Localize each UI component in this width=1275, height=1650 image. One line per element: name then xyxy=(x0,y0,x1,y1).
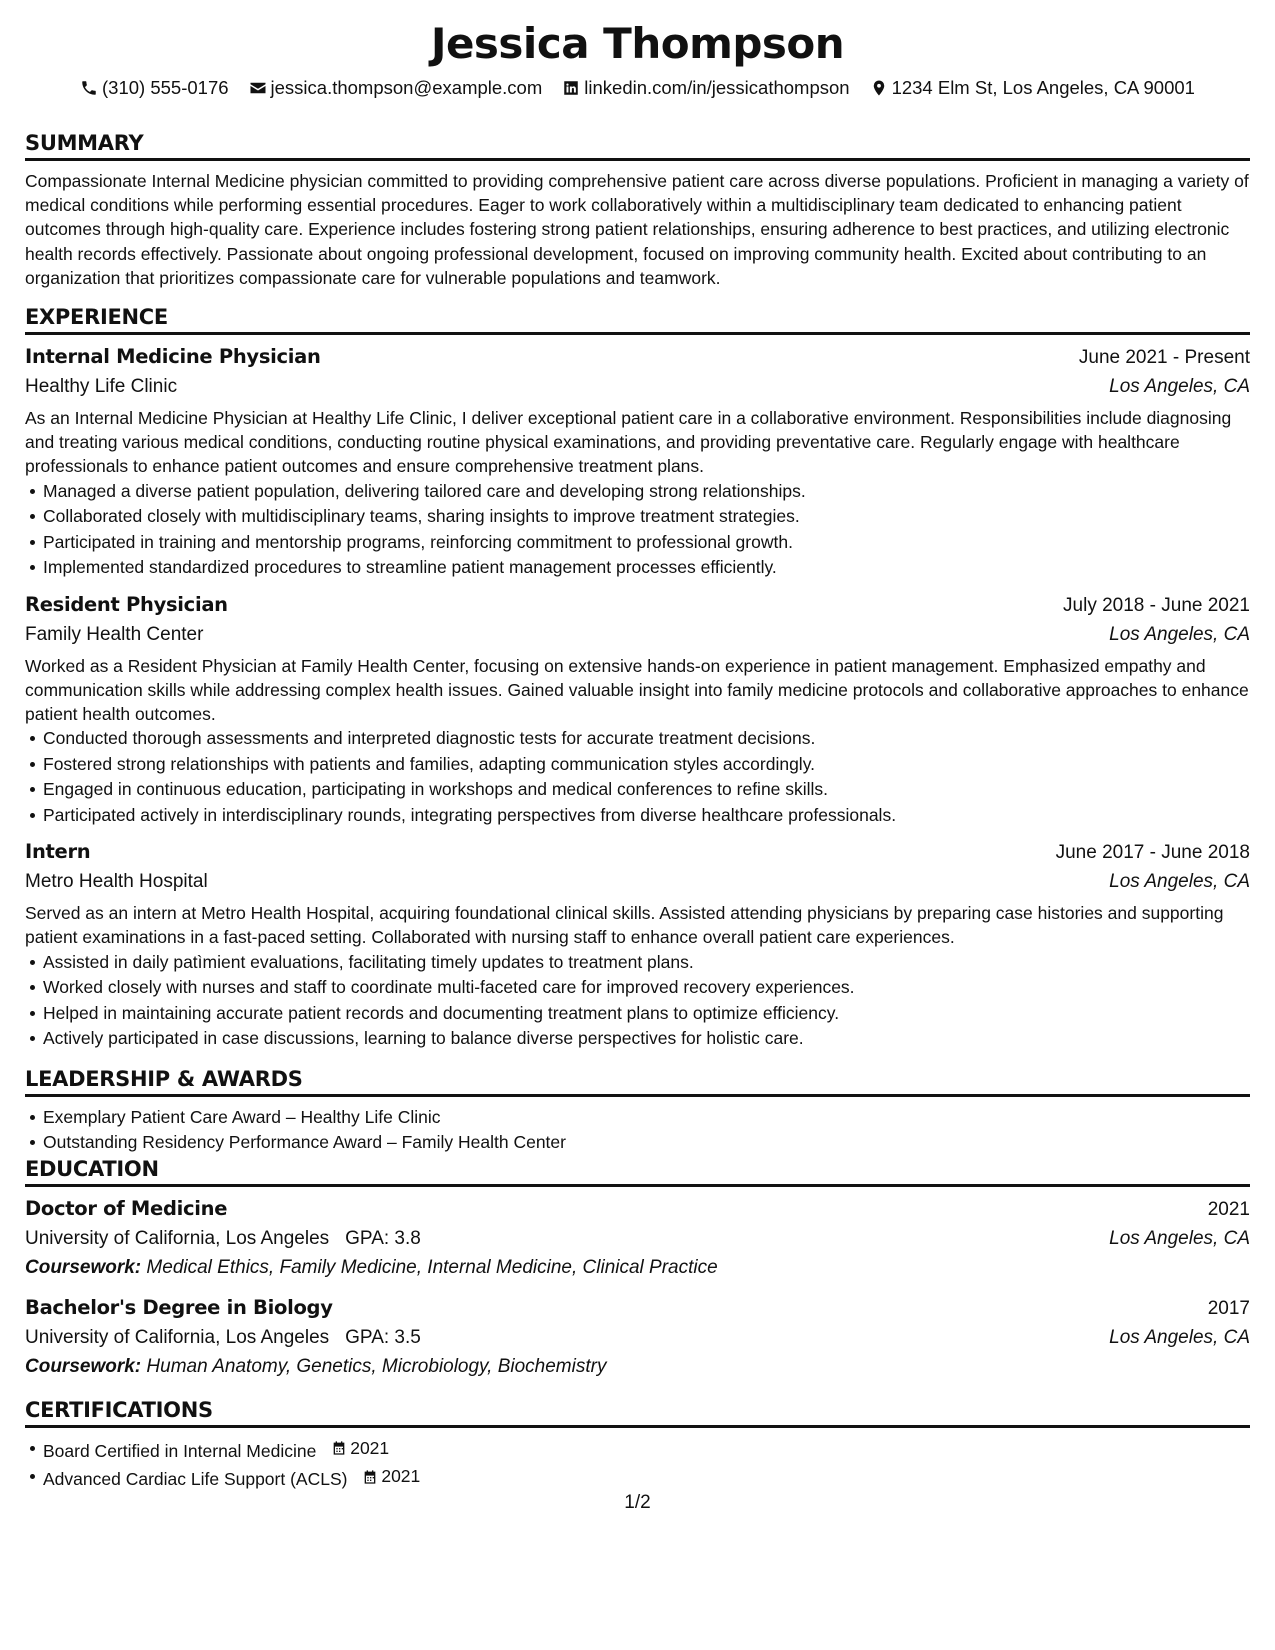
school-name: University of California, Los Angeles xyxy=(25,1227,330,1249)
school-name: University of California, Los Angeles xyxy=(25,1326,330,1348)
job-bullets xyxy=(25,479,1250,581)
calendar-icon xyxy=(331,1440,347,1456)
leadership-heading: LEADERSHIP & AWARDS xyxy=(25,1066,1250,1097)
job-title: Internal Medicine Physician xyxy=(25,345,321,369)
job-description: As an Internal Medicine Physician at Healthy Life Clinic, I deliver exceptional patient care in a collaborative environment. Responsibilities include diagnosing and treating various medical conditions, conducting routine physical examinations, and providing preventative care. Regularly engage with healthcare professionals to enhance patient outcomes and ensure comprehensive treatment plans. xyxy=(25,408,1232,477)
list-item: Helped in maintaining accurate patient records and documenting treatment plans to optimize efficiency. xyxy=(43,1001,1250,1027)
school-location: Los Angeles, CA xyxy=(1109,1227,1250,1249)
list-item: Conducted thorough assessments and interpreted diagnostic tests for accurate treatment decisions. xyxy=(43,726,1250,752)
experience-heading: EXPERIENCE xyxy=(25,304,1250,335)
list-item: Collaborated closely with multidisciplinary teams, sharing insights to improve treatment strategies. xyxy=(43,504,1250,530)
job-date: June 2021 - Present xyxy=(1078,347,1250,369)
job-entry xyxy=(25,591,1250,829)
degree-title: Bachelor's Degree in Biology xyxy=(25,1295,333,1319)
job-entry xyxy=(25,343,1250,581)
degree-year: 2017 xyxy=(1207,1297,1250,1319)
page-number: 1/2 xyxy=(624,1492,651,1513)
certification-name: Board Certified in Internal Medicine xyxy=(43,1440,317,1461)
list-item: Managed a diverse patient population, delivering tailored care and developing strong relationships. xyxy=(43,479,1250,505)
summary-heading: SUMMARY xyxy=(25,130,1250,161)
awards-list xyxy=(25,1105,1250,1156)
list-item: Worked closely with nurses and staff to coordinate multi-faceted care for improved recovery experiences. xyxy=(43,975,1250,1001)
list-item xyxy=(43,1436,1250,1464)
certification-date xyxy=(362,1464,420,1490)
job-title: Resident Physician xyxy=(25,592,228,616)
degree-title: Doctor of Medicine xyxy=(25,1196,228,1220)
job-description: Worked as a Resident Physician at Family Health Center, focusing on extensive hands-on experience in patient management. Emphasized empathy and communication skills while addressing complex health issues. Gained valuable insight into family medicine protocols and collaborative approaches to enhance patient health outcomes. xyxy=(25,655,1249,725)
list-item: Exemplary Patient Care Award – Healthy Life Clinic xyxy=(43,1105,1250,1131)
job-entry xyxy=(25,838,1250,1051)
job-description: Served as an intern at Metro Health Hospital, acquiring foundational clinical skills. Assisted attending physicians by preparing case histories and supporting patient examinations in a fast-paced setting. Collaborated with nursing staff to enhance overall patient care experiences. xyxy=(25,903,1224,948)
email-link[interactable]: jessica.thompson@example.com xyxy=(270,77,543,98)
education-heading: EDUCATION xyxy=(25,1156,1250,1187)
list-item: Participated in training and mentorship programs, reinforcing commitment to professional growth. xyxy=(43,530,1250,556)
map-marker-icon xyxy=(870,79,888,97)
list-item: Outstanding Residency Performance Award – Family Health Center xyxy=(43,1130,1250,1156)
job-company: Family Health Center xyxy=(25,623,204,645)
job-bullets xyxy=(25,726,1250,828)
list-item xyxy=(43,1464,1250,1492)
summary-text: Compassionate Internal Medicine physician committed to providing comprehensive patient care across diverse populations. Proficient in managing a variety of medical conditions while performing essential procedures. Eager to work collaboratively within a multidisciplinary team dedicated to enhancing patient outcomes through high-quality care. Experience includes fostering strong patient relationships, ensuring adherence to best practices, and utilizing electronic health records effectively. Passionate about ongoing professional development, focused on improving community health. Excited about contributing to an organization that prioritizes compassionate care for vulnerable populations and teamwork. xyxy=(25,171,1249,288)
job-location: Los Angeles, CA xyxy=(1109,623,1250,645)
coursework-label: Coursework: xyxy=(25,1256,142,1278)
address-text: 1234 Elm St, Los Angeles, CA 90001 xyxy=(891,77,1195,98)
list-item: Participated actively in interdisciplinary rounds, integrating perspectives from diverse healthcare professionals. xyxy=(43,803,1250,829)
list-item: Actively participated in case discussions, learning to balance diverse perspectives for holistic care. xyxy=(43,1026,1250,1052)
calendar-icon xyxy=(362,1469,378,1485)
envelope-icon xyxy=(249,79,267,97)
education-entry xyxy=(25,1195,1250,1282)
contact-bar xyxy=(25,76,1250,100)
school-line xyxy=(25,1323,421,1353)
gpa: GPA: 3.5 xyxy=(345,1326,421,1348)
job-title: Intern xyxy=(25,840,91,864)
certifications-heading: CERTIFICATIONS xyxy=(25,1397,1250,1428)
candidate-name: Jessica Thompson xyxy=(430,19,845,68)
phone-text: (310) 555-0176 xyxy=(102,77,229,98)
school-line xyxy=(25,1224,421,1254)
coursework-list: Human Anatomy, Genetics, Microbiology, Biochemistry xyxy=(146,1355,607,1377)
coursework xyxy=(25,1254,1250,1282)
certification-year: 2021 xyxy=(350,1437,390,1458)
certification-date xyxy=(331,1436,389,1462)
education-entry xyxy=(25,1294,1250,1381)
job-bullets xyxy=(25,950,1250,1052)
job-date: June 2017 - June 2018 xyxy=(1055,842,1250,864)
job-company: Healthy Life Clinic xyxy=(25,376,178,398)
job-date: July 2018 - June 2021 xyxy=(1063,594,1250,616)
degree-year: 2021 xyxy=(1207,1198,1250,1220)
linkedin-link[interactable]: linkedin.com/in/jessicathompson xyxy=(584,77,850,98)
coursework xyxy=(25,1353,1250,1381)
certifications-list xyxy=(25,1436,1250,1493)
list-item: Fostered strong relationships with patients and families, adapting communication styles accordingly. xyxy=(43,752,1250,778)
job-company: Metro Health Hospital xyxy=(25,871,208,893)
phone-icon xyxy=(80,79,98,97)
school-location: Los Angeles, CA xyxy=(1109,1326,1250,1348)
gpa: GPA: 3.8 xyxy=(345,1227,421,1249)
contact-linkedin[interactable] xyxy=(562,76,849,100)
job-location: Los Angeles, CA xyxy=(1109,871,1250,893)
contact-email[interactable] xyxy=(249,76,543,100)
certification-year: 2021 xyxy=(381,1465,421,1486)
contact-phone xyxy=(80,76,229,100)
list-item: Engaged in continuous education, participating in workshops and medical conferences to refine skills. xyxy=(43,777,1250,803)
coursework-label: Coursework: xyxy=(25,1355,142,1377)
certification-name: Advanced Cardiac Life Support (ACLS) xyxy=(43,1468,348,1489)
job-location: Los Angeles, CA xyxy=(1109,376,1250,398)
list-item: Implemented standardized procedures to streamline patient management processes efficiently. xyxy=(43,555,1250,581)
linkedin-icon xyxy=(562,79,580,97)
contact-address xyxy=(870,76,1195,100)
coursework-list: Medical Ethics, Family Medicine, Internal Medicine, Clinical Practice xyxy=(146,1256,718,1278)
list-item: Assisted in daily patìmient evaluations, facilitating timely updates to treatment plans. xyxy=(43,950,1250,976)
